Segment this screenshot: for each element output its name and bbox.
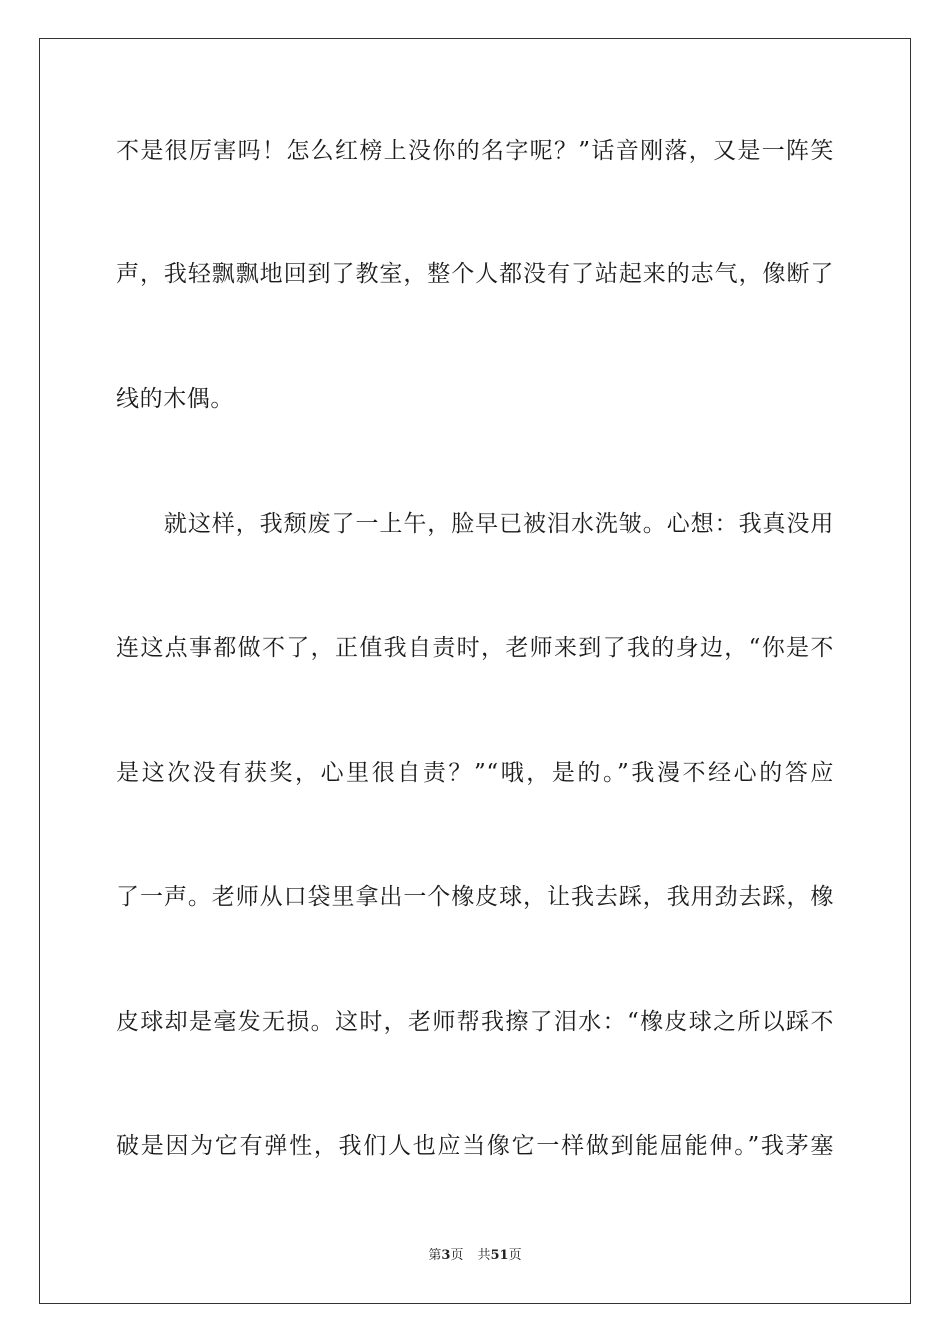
text-line: 连这点事都做不了，正值我自责时，老师来到了我的身边，“你是不 (116, 635, 834, 661)
text-line: 皮球却是毫发无损。这时，老师帮我擦了泪水：“橡皮球之所以踩不 (116, 1009, 834, 1035)
total-suffix: 页 (508, 1248, 522, 1263)
page-suffix: 页 (450, 1248, 464, 1263)
text-line: 是这次没有获奖，心里很自责？”“哦，是的。”我漫不经心的答应 (116, 760, 834, 786)
text-line: 声，我轻飘飘地回到了教室，整个人都没有了站起来的志气，像断了 (116, 261, 834, 287)
page-footer (0, 1246, 950, 1266)
total-prefix: 共 (477, 1248, 491, 1263)
page-prefix: 第 (428, 1248, 442, 1263)
text-line: 线的木偶。 (116, 386, 234, 412)
text-line: 破是因为它有弹性，我们人也应当像它一样做到能屈能伸。”我茅塞 (116, 1133, 834, 1159)
page-number: 3 (441, 1248, 451, 1263)
text-line: 就这样，我颓废了一上午，脸早已被泪水洗皱。心想：我真没用 (116, 511, 834, 537)
text-line: 了一声。老师从口袋里拿出一个橡皮球，让我去踩，我用劲去踩，橡 (116, 884, 834, 910)
total-pages: 51 (490, 1248, 509, 1263)
page-border (39, 38, 911, 1304)
text-line: 不是很厉害吗！怎么红榜上没你的名字呢？”话音刚落，又是一阵笑 (116, 138, 834, 164)
